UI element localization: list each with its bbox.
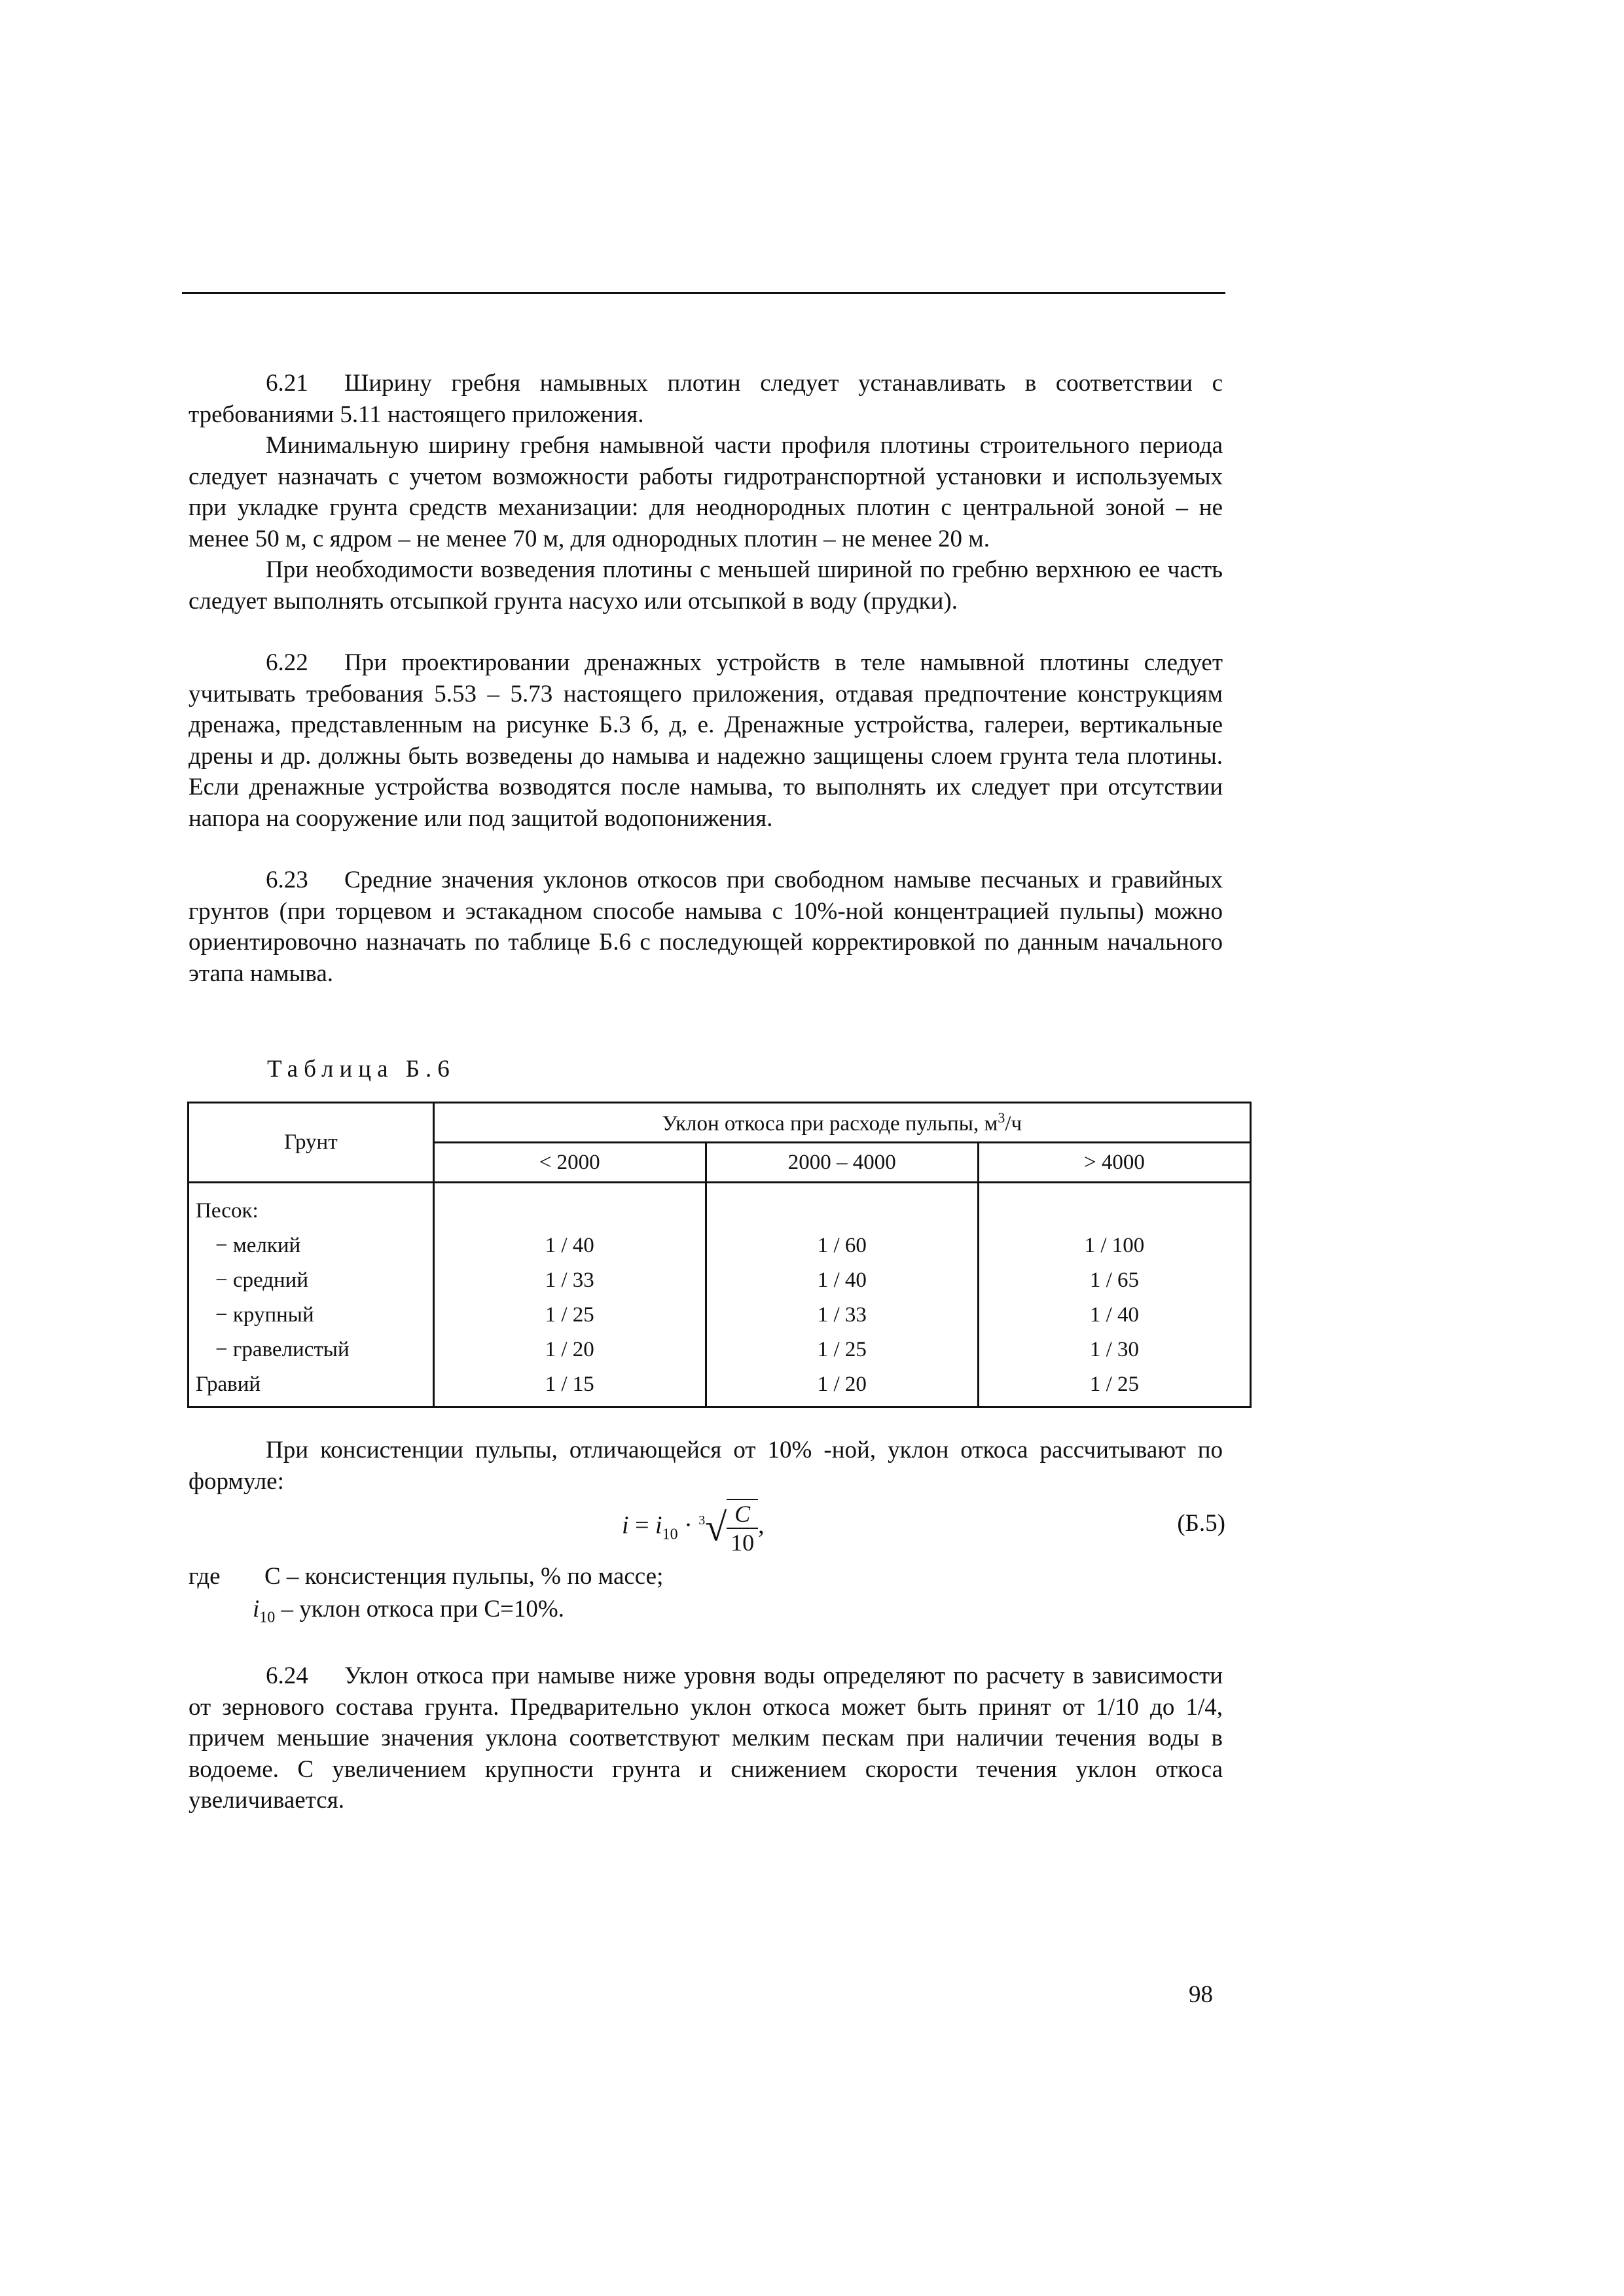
ground-column (189, 1183, 434, 1407)
value-column (433, 1183, 706, 1407)
table-row-label: − мелкий (215, 1234, 301, 1257)
formula-lhs: i (622, 1511, 629, 1539)
table-cell: 1 / 33 (545, 1268, 594, 1292)
paragraph-6-22 (189, 647, 1223, 834)
slope-table (187, 1102, 1252, 1408)
main-text (189, 368, 1223, 989)
header-rule (182, 292, 1225, 294)
page-number: 98 (1189, 1981, 1213, 2008)
root-index: 3 (698, 1513, 706, 1528)
where-label: где (189, 1563, 221, 1590)
table-cell: 1 / 65 (1089, 1268, 1140, 1292)
table-cell: 1 / 40 (1089, 1303, 1140, 1327)
table-title: Таблица Б.6 (267, 1056, 456, 1083)
table-cell: 1 / 30 (1089, 1338, 1140, 1361)
table-row-label: − средний (215, 1268, 308, 1292)
equation-number: (Б.5) (1177, 1510, 1225, 1537)
col-header-ground: Грунт (189, 1103, 434, 1183)
clause-number: 6.22 (266, 649, 308, 676)
table-cell: 1 / 40 (817, 1268, 867, 1292)
table-row-label: Гравий (196, 1372, 261, 1396)
value-column (706, 1183, 978, 1407)
paragraph-6-21-b: Минимальную ширину гребня намывной части профиля плотины строительного периода следует назначать с учетом возможности работы гидротранспортной установки и используемых при укладке грунта средств механизации: для неоднородных плотин с центральной зоной – не менее 50 м, с ядром – не менее 70 м, для однородных плотин – не менее 20 м. (189, 432, 1223, 552)
col-header-slope-group: Уклон откоса при расходе пульпы, $м^3/ч$ (433, 1103, 1250, 1143)
table-cell: 1 / 25 (817, 1338, 867, 1361)
formula-eq: = (628, 1511, 655, 1539)
clause-number: 6.21 (266, 370, 308, 397)
paragraph-6-24 (189, 1660, 1223, 1816)
paragraph-text: Уклон откоса при намыве ниже уровня воды определяют по расчету в зависимости от зернового состава грунта. Предварительно уклон откоса может быть принят от 1/10 до 1/4, причем меньшие значения уклона соответствуют мелким пескам при наличии течения воды в водоеме. С увеличением крупности грунта и снижением скорости течения уклон откоса увеличивается. (189, 1662, 1223, 1814)
table-cell: 1 / 25 (1089, 1372, 1140, 1396)
paragraph-formula-intro: При консистенции пульпы, отличающейся от 10% -ной, уклон откоса рассчитывают по формуле: (189, 1437, 1223, 1495)
formula-trail: , (758, 1511, 765, 1539)
sub-col-header: 2000 – 4000 (706, 1143, 978, 1183)
radical-sign: √ (705, 1505, 727, 1549)
table-cell: 1 / 25 (545, 1303, 594, 1327)
clause-number: 6.24 (266, 1662, 308, 1689)
formula-b5 (622, 1499, 765, 1556)
table-cell: 1 / 20 (817, 1372, 867, 1396)
paragraph-6-21 (189, 368, 1223, 430)
paragraph-6-23 (189, 865, 1223, 989)
group-label: Песок: (196, 1199, 259, 1223)
c-definition: C – консистенция пульпы, % по массе; (264, 1563, 664, 1590)
paragraph-6-21-c: При необходимости возведения плотины с меньшей шириной по гребню верхнюю ее часть следует выполнять отсыпкой грунта насухо или отсыпкой в воду (прудки). (189, 556, 1223, 615)
table-cell: 1 / 33 (817, 1303, 867, 1327)
table-cell: 1 / 15 (545, 1372, 594, 1396)
numerator: C (727, 1500, 758, 1529)
formula-dot: · (677, 1511, 699, 1539)
formula-intro (189, 1435, 1223, 1497)
fraction (727, 1499, 758, 1556)
table-cell: 1 / 40 (545, 1234, 594, 1257)
paragraph-6-24-block (189, 1660, 1223, 1816)
value-column (978, 1183, 1250, 1407)
paragraph-text: Ширину гребня намывных плотин следует устанавливать в соответствии с требованиями 5.11 настоящего приложения. (189, 370, 1223, 428)
i-definition: $i_{10}$ – уклон откоса при C=10%. (253, 1596, 564, 1626)
table-cell: 1 / 60 (817, 1234, 867, 1257)
paragraph-text: Средние значения уклонов откосов при свободном намыве песчаных и гравийных грунтов (при торцевом и эстакадном способе намыва с 10%-ной концентрацией пульпы) можно ориентировочно назначать по таблице Б.6 с последующей корректировкой по данным начального этапа намыва. (189, 867, 1223, 987)
table-cell: 1 / 20 (545, 1338, 594, 1361)
table-row-label: − крупный (215, 1303, 314, 1327)
sub-col-header: < 2000 (433, 1143, 706, 1183)
paragraph-text: При проектировании дренажных устройств в теле намывной плотины следует учитывать требования 5.53 – 5.73 настоящего приложения, отдавая предпочтение конструкциям дренажа, представленным на рисунке Б.3 б, д, е. Дренажные устройства, галереи, вертикальные дрены и др. должны быть возведены до намыва и надежно защищены слоем грунта тела плотины. Если дренажные устройства возводятся после намыва, то выполнять их следует при отсутствии напора на сооружение или под защитой водопонижения. (189, 649, 1223, 832)
table-row-label: − гравелистый (215, 1338, 350, 1361)
clause-number: 6.23 (266, 867, 308, 893)
denominator: 10 (731, 1530, 755, 1556)
formula-sub: 10 (662, 1526, 678, 1543)
table-cell: 1 / 100 (1084, 1234, 1145, 1257)
sub-col-header: > 4000 (978, 1143, 1250, 1183)
formula-i: i (655, 1511, 662, 1539)
